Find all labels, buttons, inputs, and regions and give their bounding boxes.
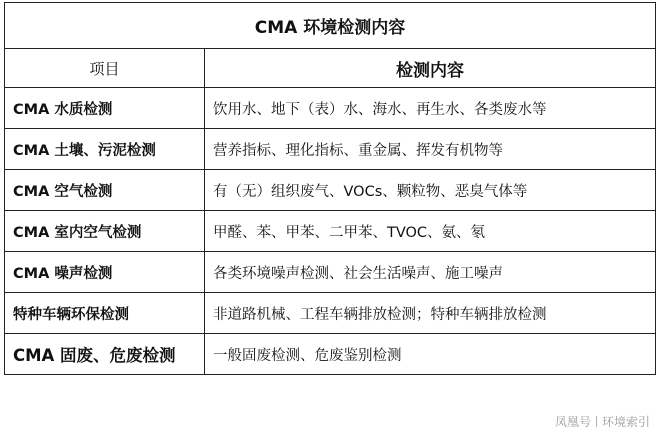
row-item: CMA 水质检测 [5,88,205,129]
table-row [5,129,656,170]
table-header-row [5,49,656,88]
row-item: CMA 空气检测 [5,170,205,211]
row-content: 甲醛、苯、甲苯、二甲苯、TVOC、氨、氡 [205,211,656,252]
table-row [5,293,656,334]
row-item: CMA 土壤、污泥检测 [5,129,205,170]
table-title: CMA 环境检测内容 [5,3,656,49]
header-content: 检测内容 [205,49,656,88]
header-item: 项目 [5,49,205,88]
watermark [555,413,650,430]
row-item: CMA 固废、危废检测 [5,334,205,375]
row-content: 饮用水、地下（表）水、海水、再生水、各类废水等 [205,88,656,129]
table-row [5,252,656,293]
row-content: 一般固废检测、危废鉴别检测 [205,334,656,375]
row-item: 特种车辆环保检测 [5,293,205,334]
row-content: 各类环境噪声检测、社会生活噪声、施工噪声 [205,252,656,293]
table-row [5,211,656,252]
row-content: 有（无）组织废气、VOCs、颗粒物、恶臭气体等 [205,170,656,211]
table-row [5,334,656,375]
watermark-author: 环境索引 [601,415,650,429]
watermark-source: 凤凰号 [554,415,591,429]
watermark-divider [596,416,597,427]
table-row [5,170,656,211]
cma-testing-table [4,2,656,375]
row-item: CMA 室内空气检测 [5,211,205,252]
row-content: 非道路机械、工程车辆排放检测；特种车辆排放检测 [205,293,656,334]
row-item: CMA 噪声检测 [5,252,205,293]
row-content: 营养指标、理化指标、重金属、挥发有机物等 [205,129,656,170]
table-row [5,88,656,129]
table-title-row [5,3,656,49]
